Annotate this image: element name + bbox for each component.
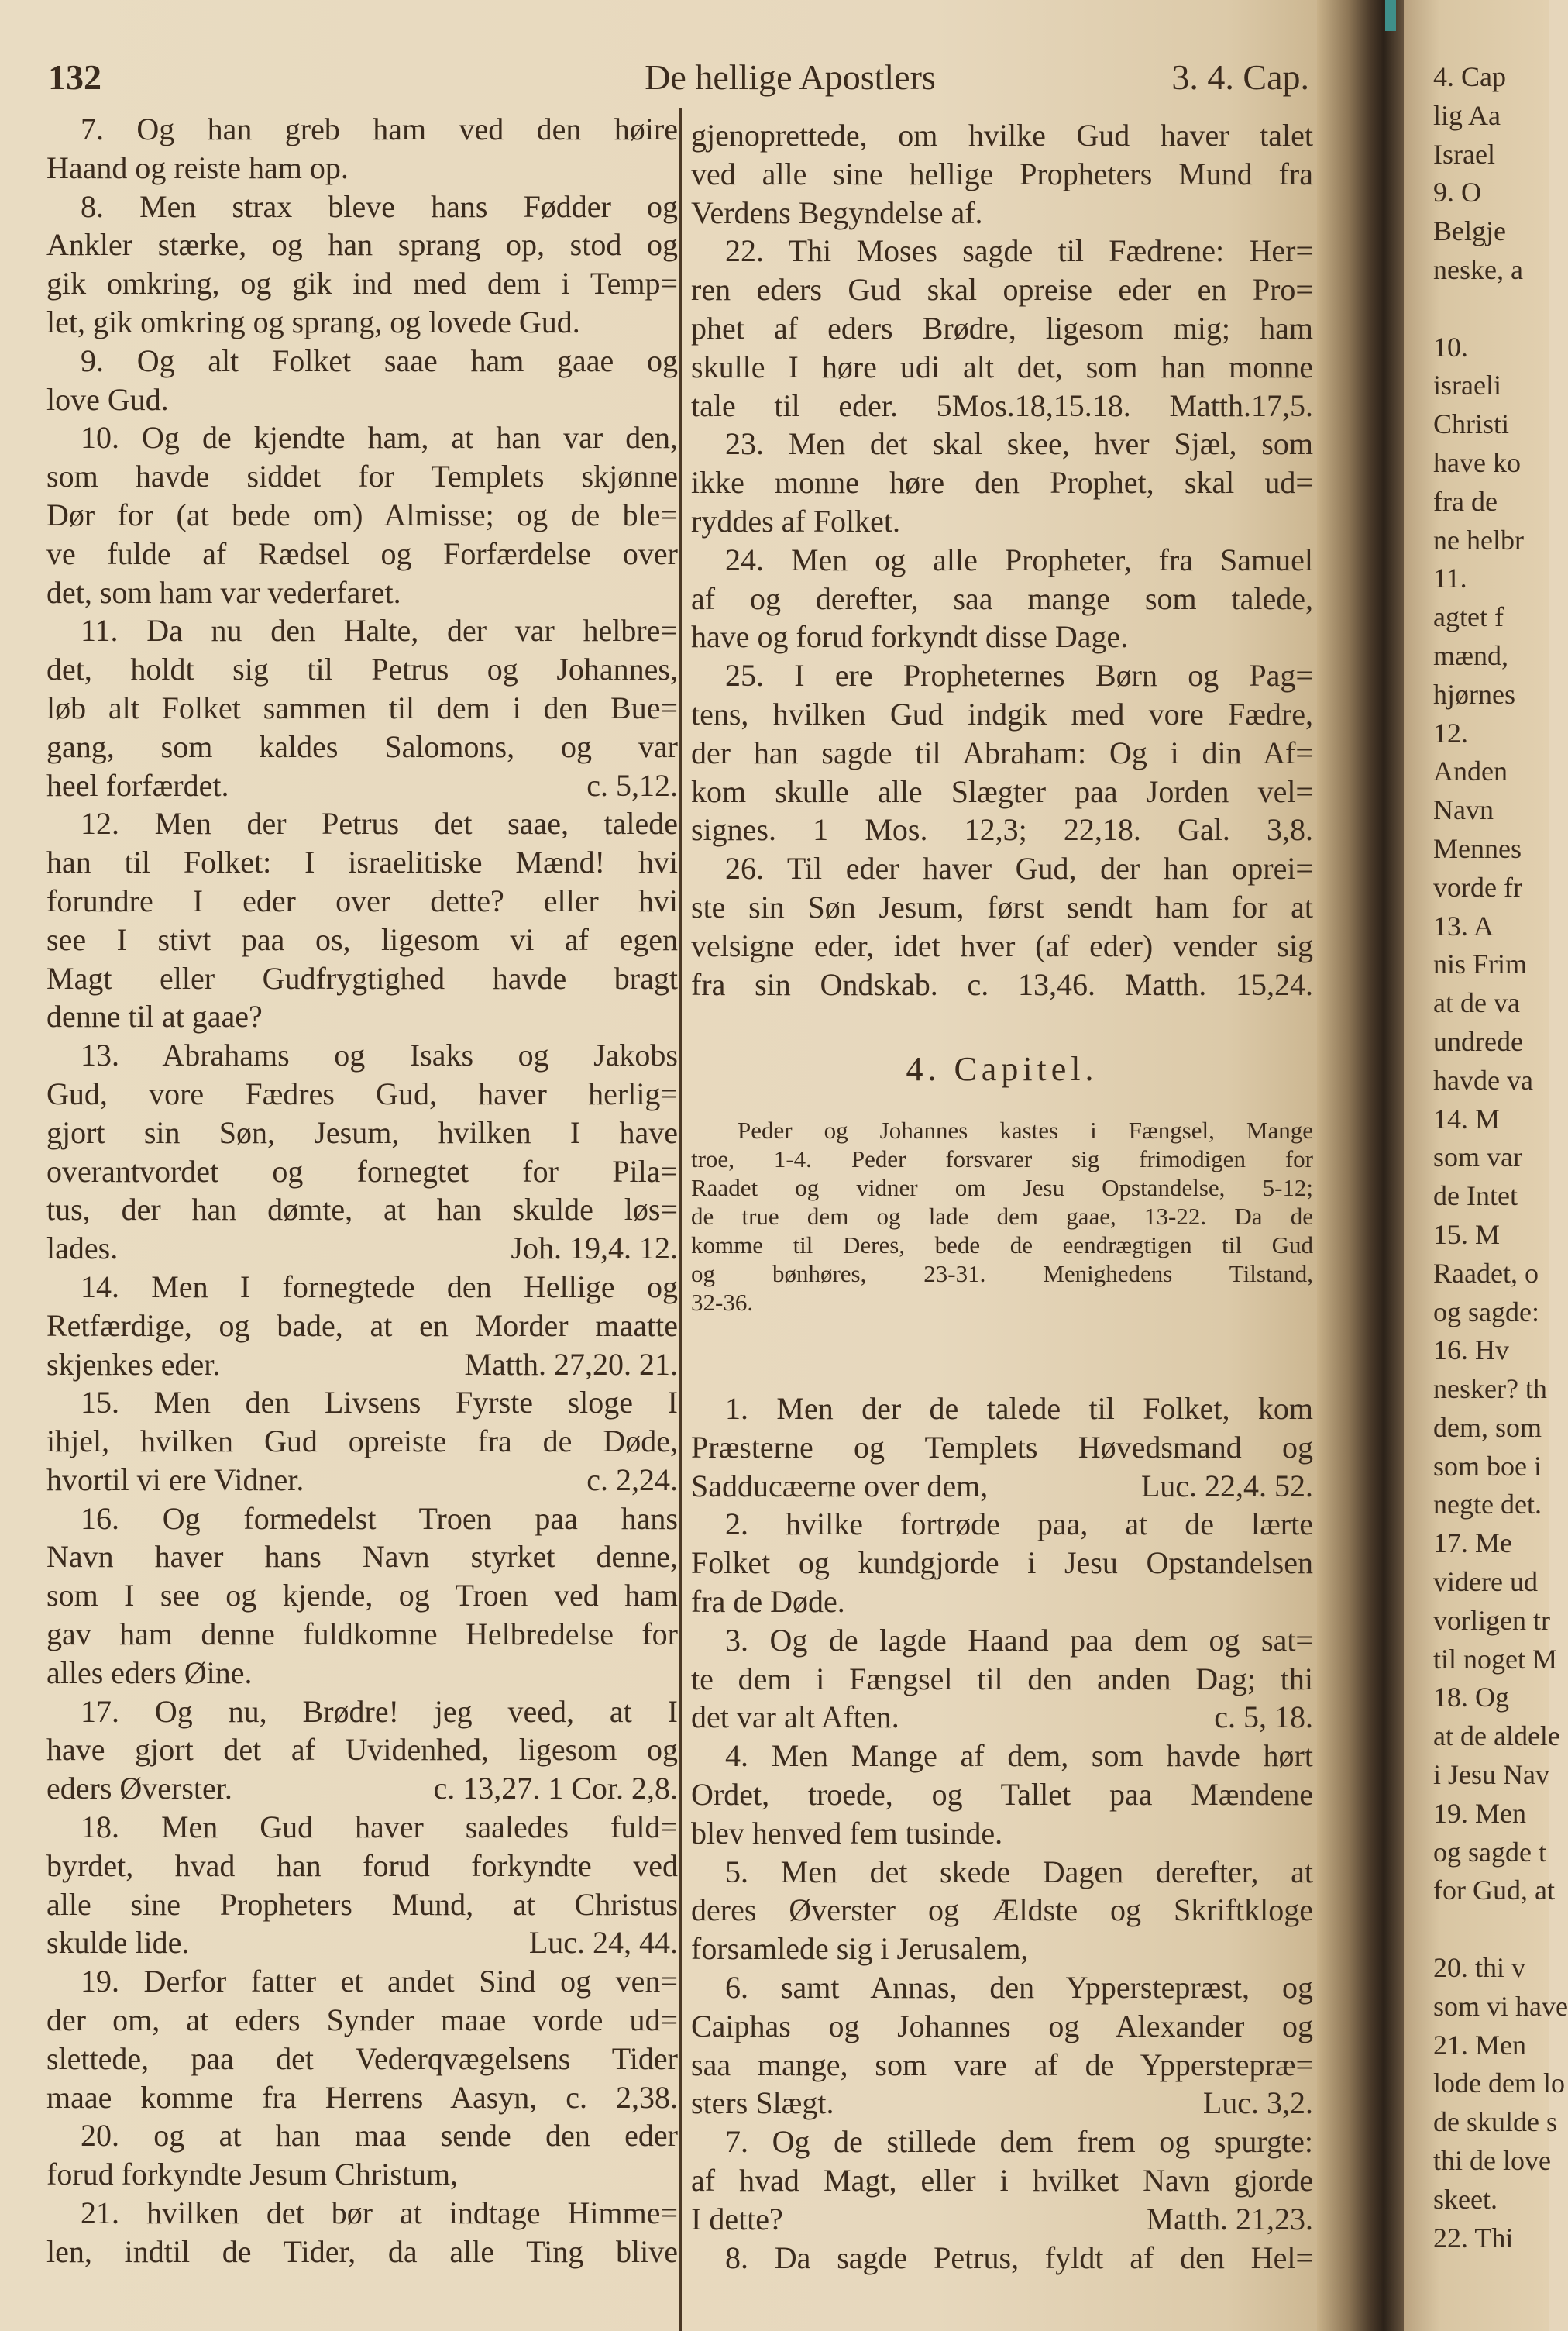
cross-reference: Joh. 19,4. 12.	[511, 1231, 678, 1266]
cross-reference: c. 13,27. 1 Cor. 2,8.	[433, 1771, 678, 1806]
text-line: 18. Og	[1433, 1682, 1509, 1713]
text-line: de skulde s	[1433, 2106, 1557, 2138]
text-line: 4. Cap	[1433, 61, 1506, 92]
text-line: for Gud, at	[1433, 1875, 1555, 1906]
text-line: og sagde t	[1433, 1836, 1546, 1868]
text-line: af hvad Magt, eller i hvilket Navn gjorde	[691, 2162, 1313, 2198]
cross-reference: Luc. 3,2.	[1202, 2085, 1313, 2121]
text-line: Peder og Johannes kastes i Fængsel, Mange	[738, 1117, 1313, 1144]
right-column-top	[691, 116, 1313, 1004]
text-line: 7. Og han greb ham ved den høire	[81, 112, 678, 146]
text-line: vorligen tr	[1433, 1604, 1550, 1636]
text-line: til noget M	[1433, 1643, 1557, 1675]
text-line: skulle I høre udi alt det, som han monne	[691, 349, 1313, 384]
text-line: blev henved fem tusinde.	[691, 1815, 1003, 1851]
text-line	[46, 1345, 678, 1384]
cross-reference: Matth. 27,20. 21.	[464, 1346, 678, 1382]
line-text: I dette?	[691, 2201, 783, 2236]
text-line: ne helbr	[1433, 524, 1524, 556]
column-divider	[679, 108, 682, 2331]
text-line: hjørnes	[1433, 678, 1515, 710]
text-line: 19. Derfor fatter et andet Sind og ven=	[81, 1964, 678, 1999]
text-line: 9. O	[1433, 177, 1481, 208]
text-line: Mennes	[1433, 832, 1522, 864]
chapter-heading: 4. Capitel.	[906, 1050, 1099, 1088]
text-line: 22. Thi	[1433, 2222, 1514, 2254]
text-line: 6. samt Annas, den Ypperstepræst, og	[725, 1969, 1313, 2005]
text-line	[46, 1461, 678, 1499]
text-line: Verdens Begyndelse af.	[691, 195, 983, 230]
text-line: fra de Døde.	[691, 1583, 845, 1619]
text-line: lode dem lo	[1433, 2068, 1565, 2099]
text-line: 10.	[1433, 331, 1468, 363]
text-line: tens, hvilken Gud indgik med vore Fædre,	[691, 696, 1313, 732]
text-line: ste sin Søn Jesum, først sendt ham for at	[691, 889, 1313, 924]
text-line: thi de love	[1433, 2145, 1551, 2177]
text-line: te dem i Fængsel til den anden Dag; thi	[691, 1661, 1313, 1696]
text-line: let, gik omkring og sprang, og lovede Gud.	[46, 304, 580, 339]
text-line: deres Øverster og Ældste og Skriftkloge	[691, 1892, 1313, 1928]
text-line	[46, 1923, 678, 1962]
text-line: dem, som	[1433, 1411, 1542, 1443]
text-line: og bønhøres, 23-31. Menighedens Tilstand,	[691, 1260, 1313, 1287]
line-text: heel forfærdet.	[46, 767, 229, 803]
text-line: gjort sin Søn, Jesum, hvilken I have	[46, 1114, 678, 1150]
text-line: have gjort det af Uvidenhed, ligesom og	[46, 1732, 678, 1768]
text-line: ved alle sine hellige Propheters Mund fra	[691, 156, 1313, 191]
text-line: alle sine Propheters Mund, at Christus	[46, 1886, 678, 1922]
text-line: i Jesu Nav	[1433, 1759, 1549, 1791]
text-line: neske, a	[1433, 253, 1523, 285]
page-number: 132	[48, 57, 101, 97]
text-line: kom skulle alle Slægter paa Jorden vel=	[691, 773, 1313, 809]
text-line: Belgje	[1433, 215, 1506, 247]
text-line: lig Aa	[1433, 99, 1501, 131]
text-line: Haand og reiste ham op.	[46, 150, 349, 185]
right-column-bottom	[691, 1389, 1313, 2277]
text-line: 8. Da sagde Petrus, fyldt af den Hel=	[725, 2240, 1313, 2275]
text-line: 17. Og nu, Brødre! jeg veed, at I	[81, 1693, 678, 1729]
text-line: Gud, vore Fædres Gud, haver herlig=	[46, 1076, 678, 1111]
text-line: gang, som kaldes Salomons, og var	[46, 728, 678, 764]
text-line: som I see og kjende, og Troen ved ham	[46, 1578, 678, 1613]
text-line: Ordet, troede, og Tallet paa Mændene	[691, 1776, 1313, 1812]
text-line: overantvordet og fornegtet for Pila=	[46, 1153, 678, 1189]
text-line: Retfærdige, og bade, at en Morder maatte	[46, 1307, 678, 1343]
text-line: 12.	[1433, 717, 1468, 749]
text-line: 1. Men der de talede til Folket, kom	[725, 1391, 1313, 1426]
text-line: gav ham denne fuldkomne Helbredelse for	[46, 1617, 678, 1652]
text-line: videre ud	[1433, 1566, 1538, 1598]
text-line	[46, 1769, 678, 1808]
text-line: gik omkring, og gik ind med dem i Temp=	[46, 266, 678, 301]
text-line: saa mange, som vare af de Ypperstepræ=	[691, 2047, 1313, 2082]
text-line: 14. M	[1433, 1103, 1501, 1135]
text-line: israeli	[1433, 370, 1501, 401]
text-line: have ko	[1433, 446, 1521, 478]
text-line: phet af eders Brødre, ligesom mig; ham	[691, 310, 1313, 346]
line-text: Sadducæerne over dem,	[691, 1468, 989, 1503]
text-line: det, holdt sig til Petrus og Johannes,	[46, 652, 678, 687]
bookmark-ribbon	[1385, 0, 1396, 31]
text-line: 19. Men	[1433, 1797, 1526, 1829]
line-text: eders Øverster.	[46, 1771, 232, 1806]
cross-reference: Matth. 21,23.	[1146, 2201, 1313, 2236]
text-line: 9. Og alt Folket saae ham gaae og	[81, 343, 678, 378]
text-line: len, indtil de Tider, da alle Ting blive	[46, 2233, 678, 2269]
text-line: Magt eller Gudfrygtighed havde bragt	[46, 960, 678, 996]
text-line: love Gud.	[46, 381, 169, 417]
text-line: troe, 1-4. Peder forsvarer sig frimodigen for	[691, 1145, 1313, 1172]
text-line: Anden	[1433, 756, 1508, 787]
text-line: nis Frim	[1433, 949, 1528, 980]
text-line: Raadet og vidner om Jesu Opstandelse, 5-12;	[691, 1174, 1313, 1201]
text-line: skeet.	[1433, 2183, 1498, 2215]
text-line: som havde siddet for Templets skjønne	[46, 459, 678, 494]
text-line: ve fulde af Rædsel og Forfærdelse over	[46, 535, 678, 571]
text-line: Navn	[1433, 794, 1494, 826]
chapter-summary	[691, 1116, 1313, 1317]
text-line: 17. Me	[1433, 1527, 1512, 1559]
text-line: mænd,	[1433, 639, 1509, 671]
text-line: de Intet	[1433, 1180, 1518, 1212]
text-line	[46, 766, 678, 805]
text-line: 13. Abrahams og Isaks og Jakobs	[81, 1038, 678, 1073]
cross-reference: Luc. 24, 44.	[528, 1925, 678, 1961]
text-line: komme til Deres, bede de eendrægtigen til Gud	[691, 1231, 1313, 1258]
text-line: denne til at gaae?	[46, 999, 263, 1035]
text-line	[1433, 290, 1565, 329]
text-line: gjenoprettede, om hvilke Gud haver talet	[691, 118, 1313, 153]
text-line: 4. Men Mange af dem, som havde hørt	[725, 1738, 1313, 1774]
text-line: 2. hvilke fortrøde paa, at de lærte	[725, 1506, 1313, 1542]
book-gutter	[1317, 0, 1406, 2331]
text-line: forud forkyndte Jesum Christum,	[46, 2157, 459, 2192]
text-line: af og derefter, saa mange som talede,	[691, 580, 1313, 616]
text-line: Christi	[1433, 408, 1510, 440]
line-text: lades.	[46, 1231, 119, 1266]
text-line: at de va	[1433, 987, 1520, 1019]
text-line	[691, 2084, 1313, 2123]
line-text: skjenkes eder.	[46, 1346, 221, 1382]
text-line: ikke monne høre den Prophet, skal ud=	[691, 465, 1313, 501]
text-line: 12. Men der Petrus det saae, talede	[81, 806, 678, 842]
text-line: vorde fr	[1433, 871, 1522, 903]
running-title: De hellige Apostlers	[645, 57, 936, 97]
text-line: ryddes af Folket.	[691, 503, 900, 539]
text-line: der om, at eders Synder maae vorde ud=	[46, 2002, 678, 2038]
text-line: ihjel, hvilken Gud opreiste fra de Døde,	[46, 1424, 678, 1459]
text-line: 3. Og de lagde Haand paa dem og sat=	[725, 1622, 1313, 1658]
text-line: 15. Men den Livsens Fyrste sloge I	[81, 1385, 678, 1420]
text-line: de true dem og lade dem gaae, 13-22. Da de	[691, 1203, 1313, 1230]
text-line: Navn haver hans Navn styrket denne,	[46, 1539, 678, 1575]
text-line: fra sin Ondskab. c. 13,46. Matth. 15,24.	[691, 966, 1313, 1002]
text-line: 11. Da nu den Halte, der var helbre=	[81, 613, 678, 649]
cross-reference: c. 5,12.	[586, 767, 678, 803]
text-line	[46, 1229, 678, 1268]
text-line: og sagde:	[1433, 1296, 1539, 1327]
text-line: 11.	[1433, 563, 1467, 594]
text-line: Israel	[1433, 138, 1495, 170]
text-line: som var	[1433, 1141, 1522, 1173]
chapter-reference: 3. 4. Cap.	[1171, 57, 1309, 97]
text-line: 16. Hv	[1433, 1334, 1509, 1366]
text-line: 8. Men strax bleve hans Fødder og	[81, 188, 678, 224]
text-line: som boe i	[1433, 1450, 1542, 1482]
text-line: negte det.	[1433, 1489, 1542, 1520]
line-text: sters Slægt.	[691, 2085, 834, 2121]
text-line: som vi have	[1433, 1990, 1568, 2022]
text-line: slettede, paa det Vederqvægelsens Tider	[46, 2040, 678, 2076]
text-line: tus, der han dømte, at han skulde løs=	[46, 1192, 678, 1227]
text-line: have og forud forkyndt disse Dage.	[691, 619, 1129, 655]
text-line	[691, 1467, 1313, 1506]
text-line: 26. Til eder haver Gud, der han oprei=	[725, 851, 1313, 887]
text-line	[691, 1698, 1313, 1737]
text-line: Ankler stærke, og han sprang op, stod og	[46, 227, 678, 263]
text-line: 22. Thi Moses sagde til Fædrene: Her=	[725, 233, 1313, 269]
text-line: 7. Og de stillede dem frem og spurgte:	[725, 2124, 1313, 2160]
text-line: 20. thi v	[1433, 1952, 1526, 1984]
line-text: skulde lide.	[46, 1925, 190, 1961]
text-line: 23. Men det skal skee, hver Sjæl, som	[725, 426, 1313, 462]
text-line	[691, 2200, 1313, 2239]
text-line: see I stivt paa os, ligesom vi af egen	[46, 921, 678, 957]
text-line: 20. og at han maa sende den eder	[81, 2118, 678, 2154]
text-line: byrdet, hvad han forud forkyndte ved	[46, 1847, 678, 1883]
text-line: 14. Men I fornegtede den Hellige og	[81, 1269, 678, 1304]
text-line: Folket og kundgjorde i Jesu Opstandelsen	[691, 1545, 1313, 1581]
text-line: 18. Men Gud haver saaledes fuld=	[81, 1809, 678, 1845]
text-line: fra de	[1433, 485, 1498, 517]
text-line: signes. 1 Mos. 12,3; 22,18. Gal. 3,8.	[691, 812, 1313, 848]
text-line: 10. Og de kjendte ham, at han var den,	[81, 420, 678, 456]
text-line: 21. hvilken det bør at indtage Himme=	[81, 2195, 678, 2231]
text-line: alles eders Øine.	[46, 1654, 253, 1690]
text-line: havde va	[1433, 1064, 1533, 1096]
text-line: 15. M	[1433, 1218, 1501, 1250]
text-line: Raadet, o	[1433, 1257, 1539, 1289]
text-line: maae komme fra Herrens Aasyn, c. 2,38.	[46, 2079, 678, 2115]
text-line: velsigne eder, idet hver (af eder) vender sig	[691, 928, 1313, 963]
left-column	[46, 110, 678, 2271]
text-line: 21. Men	[1433, 2029, 1526, 2061]
facing-page-text	[1433, 58, 1568, 2257]
cross-reference: c. 2,24.	[586, 1462, 678, 1497]
text-line: forundre I eder over dette? eller hvi	[46, 883, 678, 918]
text-line: Caiphas og Johannes og Alexander og	[691, 2008, 1313, 2043]
text-line: ren eders Gud skal opreise eder en Pro=	[691, 272, 1313, 308]
text-line: nesker? th	[1433, 1373, 1547, 1405]
text-line: 13. A	[1433, 910, 1494, 942]
text-line: han til Folket: I israelitiske Mænd! hvi	[46, 845, 678, 880]
text-line: tale til eder. 5Mos.18,15.18. Matth.17,5.	[691, 387, 1313, 423]
text-line: forsamlede sig i Jerusalem,	[691, 1931, 1029, 1967]
line-text: det var alt Aften.	[691, 1699, 899, 1735]
text-line	[1433, 1910, 1565, 1949]
text-line: undrede	[1433, 1025, 1523, 1057]
text-line: at de aldele	[1433, 1720, 1560, 1752]
text-line: løb alt Folket sammen til dem i den Bue=	[46, 690, 678, 725]
text-line: 24. Men og alle Propheter, fra Samuel	[725, 542, 1313, 577]
text-line: agtet f	[1433, 601, 1504, 633]
cross-reference: Luc. 22,4. 52.	[1140, 1468, 1313, 1503]
text-line: 16. Og formedelst Troen paa hans	[81, 1500, 678, 1536]
text-line: det, som ham var vederfaret.	[46, 574, 401, 610]
text-line: der han sagde til Abraham: Og i din Af=	[691, 735, 1313, 770]
text-line: Præsterne og Templets Høvedsmand og	[691, 1429, 1313, 1465]
text-line: 32-36.	[691, 1289, 754, 1316]
cross-reference: c. 5, 18.	[1214, 1699, 1313, 1735]
text-line: 5. Men det skede Dagen derefter, at	[725, 1854, 1313, 1889]
text-line: 25. I ere Propheternes Børn og Pag=	[725, 658, 1313, 694]
text-line: Dør for (at bede om) Almisse; og de ble=	[46, 497, 678, 532]
line-text: hvortil vi ere Vidner.	[46, 1462, 304, 1497]
